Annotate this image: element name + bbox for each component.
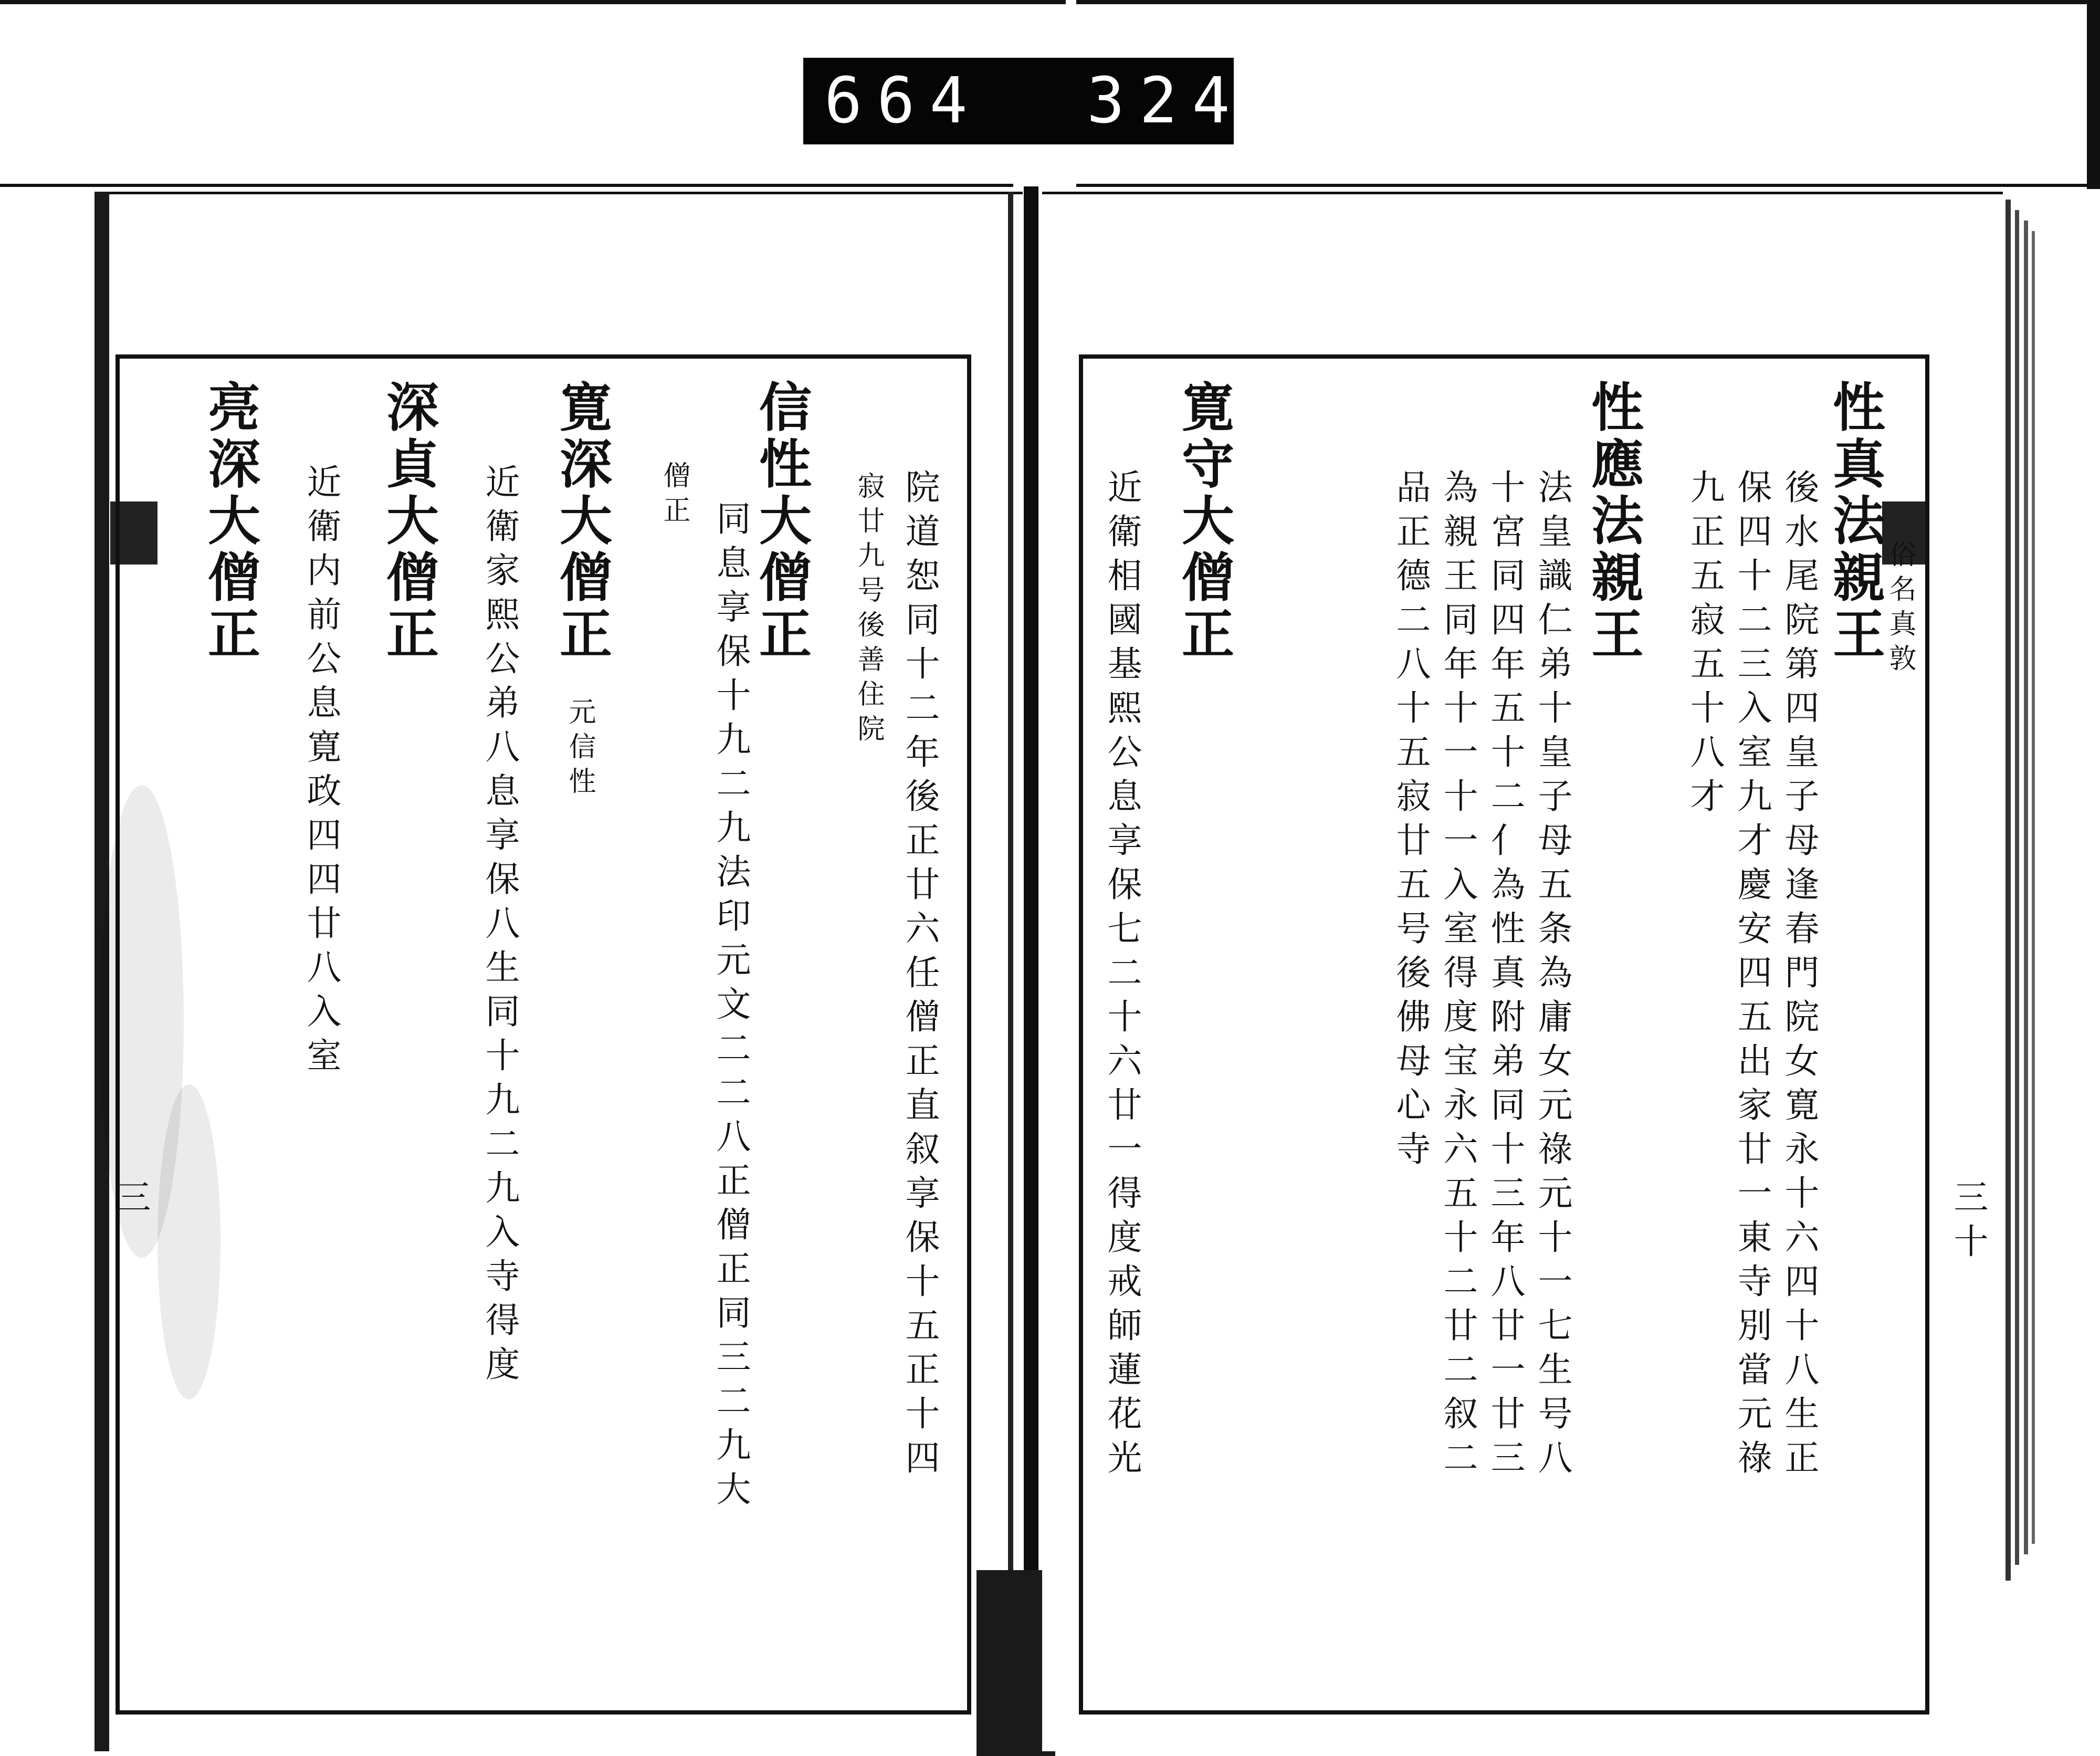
right-name-3: 寛守大僧正 bbox=[1173, 380, 1235, 663]
right-name-1: 性真法親王 bbox=[1824, 380, 1886, 663]
left-page-top-edge bbox=[109, 192, 1023, 194]
strip-right-edge bbox=[2087, 0, 2100, 189]
page-stack-4 bbox=[2032, 231, 2035, 1544]
left-line-2: 寂廿九号後善住院 bbox=[853, 472, 884, 749]
right-line-2: 保四十二三入室九才慶安四五出家廿一東寺別當元祿 bbox=[1731, 469, 1772, 1483]
archive-label bbox=[803, 58, 1245, 144]
right-line-6: 為親王同年十一十一入室得度宝永六五十二廿二叙二 bbox=[1437, 469, 1478, 1483]
top-border-right bbox=[1076, 0, 2100, 4]
right-text-frame bbox=[1079, 354, 1929, 1715]
right-page-top-edge bbox=[1042, 192, 2003, 194]
right-line-7: 品正德二八十五寂廿五号後佛母心寺 bbox=[1390, 469, 1431, 1175]
left-line-5: 元信性 bbox=[564, 697, 595, 801]
left-text-frame bbox=[116, 354, 971, 1715]
top-border-left bbox=[0, 0, 1066, 4]
page-stack-3 bbox=[2024, 221, 2028, 1554]
left-name-1: 信性大僧正 bbox=[750, 380, 812, 663]
right-line-3: 九正五寂五十八才 bbox=[1684, 469, 1725, 822]
left-name-2: 寛深大僧正 bbox=[551, 380, 613, 663]
archive-label-right: 324 bbox=[1087, 65, 1245, 138]
right-line-4: 法皇識仁弟十皇子母五条為庸女元祿元十一七生号八 bbox=[1532, 469, 1572, 1483]
archive-label-left: 664 bbox=[824, 65, 982, 138]
right-line-1: 後水尾院第四皇子母逢春門院女寛永十六四十八生正 bbox=[1779, 469, 1819, 1483]
page-stack-2 bbox=[2015, 210, 2019, 1565]
left-line-3: 同息享保十九二九法印元文二二八正僧正同三二九大 bbox=[710, 500, 751, 1515]
left-name-3: 深貞大僧正 bbox=[377, 380, 439, 663]
left-page bbox=[94, 192, 1024, 1751]
left-page-binding bbox=[1008, 192, 1013, 1751]
page-stack-1 bbox=[2006, 200, 2011, 1581]
left-line-4: 僧正 bbox=[658, 461, 690, 530]
left-line-6: 近衛家熙公弟八息享保八生同十九二九入寺得度 bbox=[479, 464, 520, 1390]
strip-bottom-right bbox=[1076, 184, 2100, 187]
right-line-8: 近衛相國基熙公息享保七二十六廿一得度戒師蓮花光 bbox=[1101, 469, 1142, 1483]
right-name-2: 性應法親王 bbox=[1582, 380, 1644, 663]
right-folio-mark: 三十 bbox=[1948, 1179, 1988, 1267]
gutter-strip bbox=[1024, 186, 1038, 1756]
left-name-4: 亮深大僧正 bbox=[199, 380, 261, 663]
left-line-1: 院道恕同十二年後正廿六任僧正直叙享保十五正十四 bbox=[899, 469, 940, 1483]
left-folio-mark: 三 bbox=[110, 1179, 151, 1223]
left-stain-2 bbox=[158, 1084, 220, 1399]
right-page bbox=[1042, 192, 2003, 1751]
right-note-1: 俗名真敦 bbox=[1884, 540, 1916, 678]
left-line-7: 近衛内前公息寛政四四廿八入室 bbox=[301, 464, 341, 1081]
right-line-5: 十宮同四年五十二亻為性真附弟同十三年八廿一廿三 bbox=[1485, 469, 1525, 1483]
strip-bottom-left bbox=[0, 184, 1013, 187]
